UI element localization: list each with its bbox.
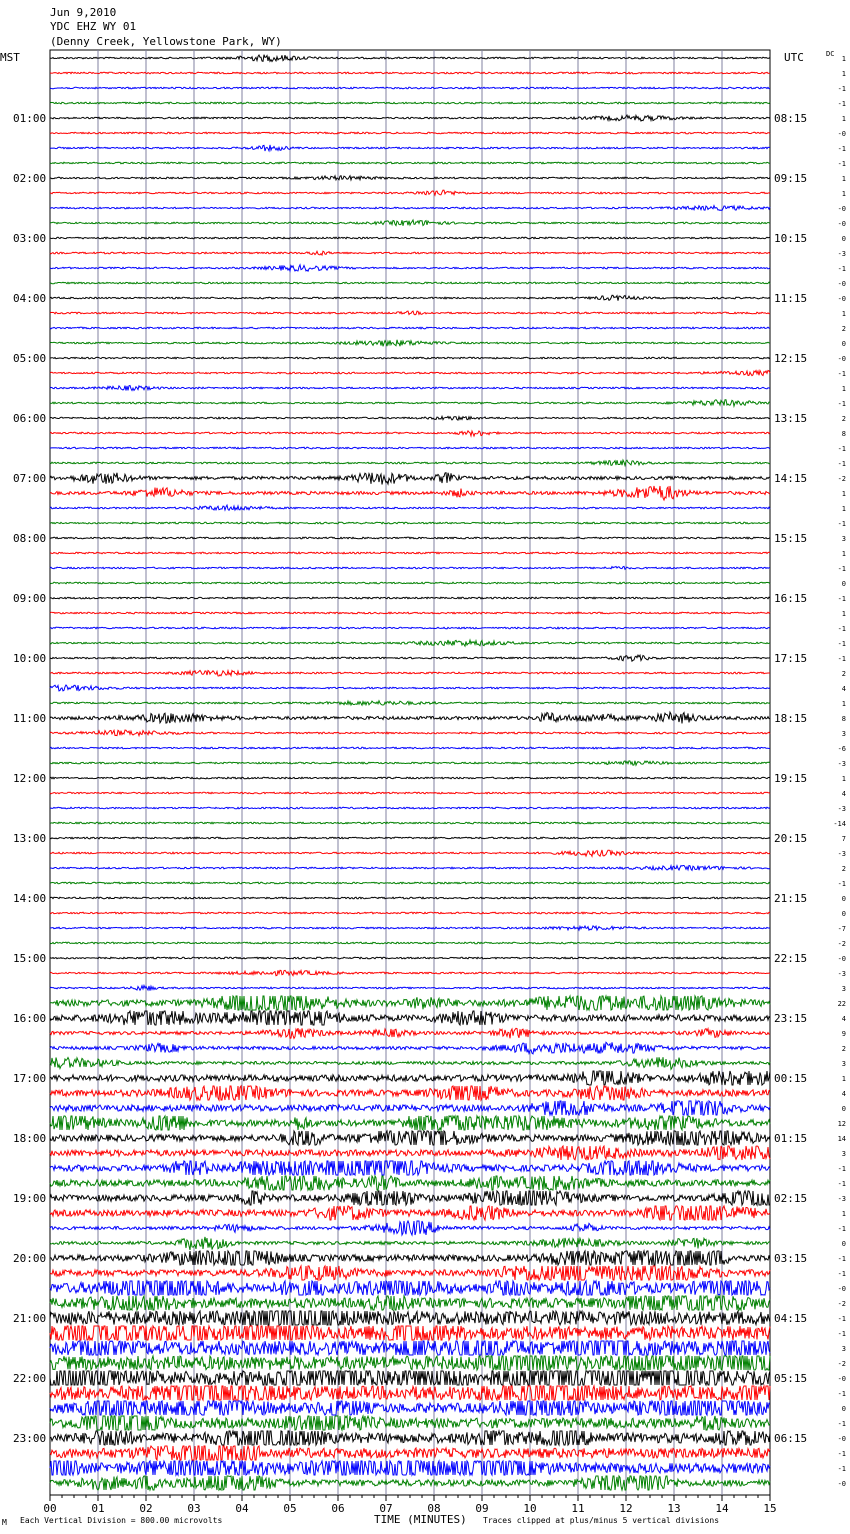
trace-17 [50, 311, 770, 315]
dc-offset: 0 [841, 910, 846, 918]
trace-72 [50, 1131, 770, 1145]
dc-offset: -2 [837, 1300, 846, 1308]
dc-offset: -1 [837, 1270, 846, 1278]
x-tick-label: 11 [571, 1502, 585, 1515]
trace-76 [50, 1191, 770, 1205]
dc-offset: -1 [837, 880, 846, 888]
dc-offset: 3 [841, 985, 846, 993]
trace-52 [50, 837, 770, 839]
trace-50 [50, 807, 770, 809]
dc-offset: -0 [837, 1375, 846, 1383]
utc-hour-label: 11:15 [774, 292, 808, 305]
dc-offset: -0 [837, 295, 846, 303]
header-location: (Denny Creek, Yellowstone Park, WY) [50, 35, 282, 48]
trace-92 [50, 1431, 770, 1445]
trace-95 [50, 1476, 770, 1490]
mst-hour-label: 16:00 [13, 1012, 47, 1025]
dc-offset: 4 [841, 790, 846, 798]
dc-offset: 2 [841, 415, 846, 423]
dc-offset: 9 [841, 1030, 846, 1038]
trace-87 [50, 1356, 770, 1370]
trace-6 [50, 145, 770, 151]
dc-offset: -1 [837, 400, 846, 408]
utc-hour-label: 03:15 [774, 1252, 808, 1265]
utc-hour-label: 10:15 [774, 232, 808, 245]
dc-offset: 12 [837, 1120, 846, 1128]
utc-hour-label: 06:15 [774, 1432, 808, 1445]
trace-13 [50, 251, 770, 255]
trace-27 [50, 460, 770, 465]
mst-hour-label: 05:00 [13, 352, 47, 365]
dc-offset: 0 [841, 580, 846, 588]
dc-offset: 7 [841, 835, 846, 843]
footer-clip-note: Traces clipped at plus/minus 5 vertical divisions [483, 1516, 720, 1525]
trace-78 [50, 1221, 770, 1235]
dc-offset: 1 [841, 490, 846, 498]
dc-offset: 2 [841, 1045, 846, 1053]
trace-49 [50, 792, 770, 794]
dc-offset: -1 [837, 460, 846, 468]
dc-offset: -0 [837, 280, 846, 288]
trace-43 [50, 701, 770, 705]
trace-77 [50, 1206, 770, 1220]
footer-division-note: Each Vertical Division = 800.00 microvolts [20, 1516, 223, 1525]
dc-offset: -1 [837, 640, 846, 648]
mst-hour-label: 23:00 [13, 1432, 47, 1445]
x-tick-label: 15 [763, 1502, 777, 1515]
dc-offset: -3 [837, 1195, 846, 1203]
dc-offset: 3 [841, 1060, 846, 1068]
trace-57 [50, 912, 770, 914]
dc-offset: -1 [837, 145, 846, 153]
dc-offset: -0 [837, 1435, 846, 1443]
dc-offset: -1 [837, 1225, 846, 1233]
dc-offset: -3 [837, 760, 846, 768]
dc-offset: 4 [841, 1090, 846, 1098]
x-tick-label: 10 [523, 1502, 537, 1515]
x-tick-label: 05 [283, 1502, 297, 1515]
dc-offset: -0 [837, 220, 846, 228]
dc-offset: 3 [841, 1150, 846, 1158]
mst-hour-label: 18:00 [13, 1132, 47, 1145]
trace-21 [50, 371, 770, 376]
trace-42 [50, 685, 770, 691]
mst-hour-label: 08:00 [13, 532, 47, 545]
trace-48 [50, 777, 770, 779]
trace-63 [50, 996, 770, 1010]
x-axis-title: TIME (MINUTES) [374, 1513, 467, 1526]
trace-12 [50, 237, 770, 239]
dc-offset: -1 [837, 85, 846, 93]
dc-offset: 1 [841, 1210, 846, 1218]
trace-28 [50, 473, 770, 485]
trace-55 [50, 882, 770, 884]
utc-hour-label: 15:15 [774, 532, 808, 545]
utc-hour-label: 18:15 [774, 712, 808, 725]
trace-9 [50, 190, 770, 195]
trace-8 [50, 176, 770, 180]
trace-67 [50, 1057, 770, 1069]
trace-23 [50, 400, 770, 406]
trace-4 [50, 115, 770, 121]
trace-62 [50, 985, 770, 990]
dc-offset: -0 [837, 130, 846, 138]
trace-54 [50, 866, 770, 871]
header-date: Jun 9,2010 [50, 6, 117, 19]
dc-offset: -1 [837, 1180, 846, 1188]
trace-91 [50, 1416, 770, 1430]
dc-offset: 1 [841, 55, 846, 63]
dc-offset: -2 [837, 940, 846, 948]
x-tick-label: 08 [427, 1502, 441, 1515]
right-timezone-label: UTC [784, 51, 804, 64]
trace-29 [50, 486, 770, 500]
dc-offset: -1 [837, 1315, 846, 1323]
x-tick-label: 02 [139, 1502, 153, 1515]
trace-80 [50, 1251, 770, 1265]
dc-offset: -1 [837, 1450, 846, 1458]
trace-0 [50, 55, 770, 62]
trace-81 [50, 1266, 770, 1280]
dc-offset: 0 [841, 1405, 846, 1413]
dc-offset-column [833, 55, 846, 1488]
utc-hour-label: 16:15 [774, 592, 808, 605]
dc-label: DC [826, 50, 835, 58]
trace-41 [50, 670, 770, 676]
trace-26 [50, 447, 770, 449]
dc-offset: 22 [837, 1000, 846, 1008]
x-tick-label: 14 [715, 1502, 729, 1515]
dc-offset: 1 [841, 175, 846, 183]
trace-82 [50, 1281, 770, 1295]
trace-37 [50, 612, 770, 614]
mst-hour-label: 17:00 [13, 1072, 47, 1085]
utc-hour-label: 08:15 [774, 112, 808, 125]
dc-offset: -7 [837, 925, 846, 933]
trace-34 [50, 566, 770, 569]
x-tick-label: 09 [475, 1502, 489, 1515]
dc-offset: -1 [837, 1420, 846, 1428]
dc-offset: -1 [837, 1465, 846, 1473]
dc-offset: 2 [841, 865, 846, 873]
mst-hour-label: 01:00 [13, 112, 47, 125]
dc-offset: 1 [841, 190, 846, 198]
mst-hour-label: 20:00 [13, 1252, 47, 1265]
trace-68 [50, 1071, 770, 1085]
trace-7 [50, 162, 770, 164]
trace-10 [50, 206, 770, 211]
trace-83 [50, 1296, 770, 1310]
dc-offset: -0 [837, 1480, 846, 1488]
trace-24 [50, 416, 770, 420]
mst-hour-label: 13:00 [13, 832, 47, 845]
dc-offset: 1 [841, 1075, 846, 1083]
mst-hour-label: 02:00 [13, 172, 47, 185]
trace-89 [50, 1386, 770, 1400]
x-tick-label: 13 [667, 1502, 681, 1515]
trace-16 [50, 295, 770, 300]
utc-hour-label: 21:15 [774, 892, 808, 905]
trace-56 [50, 897, 770, 899]
utc-hour-label: 12:15 [774, 352, 808, 365]
mst-hour-label: 03:00 [13, 232, 47, 245]
trace-32 [50, 537, 770, 539]
dc-offset: -1 [837, 1330, 846, 1338]
trace-73 [50, 1146, 770, 1160]
trace-15 [50, 282, 770, 284]
mst-hour-label: 09:00 [13, 592, 47, 605]
dc-offset: -0 [837, 355, 846, 363]
dc-offset: 2 [841, 670, 846, 678]
dc-offset: -3 [837, 805, 846, 813]
dc-offset: -0 [837, 1285, 846, 1293]
trace-18 [50, 327, 770, 329]
trace-79 [50, 1237, 770, 1250]
dc-offset: 1 [841, 775, 846, 783]
dc-offset: 0 [841, 1105, 846, 1113]
trace-94 [50, 1461, 770, 1475]
time-axis [43, 1495, 776, 1515]
utc-hour-label: 23:15 [774, 1012, 808, 1025]
trace-38 [50, 627, 770, 629]
utc-hour-label: 14:15 [774, 472, 808, 485]
left-timezone-label: MST [0, 51, 20, 64]
trace-61 [50, 970, 770, 975]
trace-44 [50, 712, 770, 723]
utc-hour-label: 05:15 [774, 1372, 808, 1385]
dc-offset: 0 [841, 895, 846, 903]
dc-offset: 4 [841, 1015, 846, 1023]
mst-hour-label: 21:00 [13, 1312, 47, 1325]
dc-offset: -2 [837, 475, 846, 483]
trace-47 [50, 761, 770, 765]
utc-hour-label: 17:15 [774, 652, 808, 665]
dc-offset: -1 [837, 445, 846, 453]
trace-36 [50, 597, 770, 599]
dc-offset: -1 [837, 160, 846, 168]
trace-40 [50, 655, 770, 661]
dc-offset: -1 [837, 1390, 846, 1398]
mst-hour-labels [13, 112, 46, 1445]
trace-1 [50, 72, 770, 74]
x-tick-label: 03 [187, 1502, 201, 1515]
mst-hour-label: 11:00 [13, 712, 47, 725]
trace-65 [50, 1028, 770, 1038]
trace-11 [50, 220, 770, 226]
mst-hour-label: 19:00 [13, 1192, 47, 1205]
dc-offset: -0 [837, 205, 846, 213]
mst-hour-label: 06:00 [13, 412, 47, 425]
trace-70 [50, 1101, 770, 1115]
trace-45 [50, 730, 770, 736]
dc-offset: -1 [837, 565, 846, 573]
utc-hour-label: 00:15 [774, 1072, 808, 1085]
dc-offset: -1 [837, 1165, 846, 1173]
dc-offset: 1 [841, 610, 846, 618]
minute-gridlines [98, 50, 722, 1495]
trace-5 [50, 132, 770, 134]
trace-31 [50, 522, 770, 524]
utc-hour-label: 13:15 [774, 412, 808, 425]
utc-hour-label: 02:15 [774, 1192, 808, 1205]
dc-offset: 0 [841, 1240, 846, 1248]
dc-offset: -1 [837, 595, 846, 603]
dc-offset: -1 [837, 625, 846, 633]
dc-offset: 1 [841, 550, 846, 558]
header-station: YDC EHZ WY 01 [50, 20, 137, 33]
dc-offset: 0 [841, 340, 846, 348]
dc-offset: -3 [837, 970, 846, 978]
utc-hour-label: 04:15 [774, 1312, 808, 1325]
trace-25 [50, 431, 770, 436]
trace-66 [50, 1042, 770, 1054]
trace-84 [50, 1311, 770, 1325]
trace-93 [50, 1446, 770, 1460]
dc-offset: 4 [841, 685, 846, 693]
trace-71 [50, 1116, 770, 1130]
trace-46 [50, 747, 770, 749]
x-tick-label: 00 [43, 1502, 57, 1515]
trace-58 [50, 926, 770, 930]
trace-35 [50, 582, 770, 584]
dc-offset: 0 [841, 235, 846, 243]
trace-30 [50, 505, 770, 510]
dc-offset: -1 [837, 1255, 846, 1263]
trace-20 [50, 357, 770, 359]
trace-22 [50, 386, 770, 391]
mst-hour-label: 22:00 [13, 1372, 47, 1385]
trace-2 [50, 87, 770, 89]
dc-offset: 3 [841, 535, 846, 543]
dc-offset: 2 [841, 325, 846, 333]
dc-offset: -3 [837, 250, 846, 258]
trace-59 [50, 942, 770, 944]
dc-offset: -14 [833, 820, 846, 828]
trace-74 [50, 1161, 770, 1175]
dc-offset: -1 [837, 265, 846, 273]
dc-offset: -6 [837, 745, 846, 753]
dc-offset: 1 [841, 310, 846, 318]
trace-39 [50, 640, 770, 646]
dc-offset: 3 [841, 1345, 846, 1353]
trace-14 [50, 265, 770, 271]
trace-64 [50, 1011, 770, 1025]
trace-86 [50, 1341, 770, 1355]
mst-hour-label: 15:00 [13, 952, 47, 965]
dc-offset: 8 [841, 715, 846, 723]
dc-offset: 8 [841, 430, 846, 438]
dc-offset: -0 [837, 955, 846, 963]
dc-offset: -3 [837, 850, 846, 858]
trace-60 [50, 957, 770, 959]
seismic-traces [50, 55, 770, 1490]
dc-offset: 1 [841, 70, 846, 78]
trace-33 [50, 552, 770, 554]
dc-offset: 1 [841, 505, 846, 513]
dc-offset: 3 [841, 730, 846, 738]
dc-offset: -1 [837, 100, 846, 108]
utc-hour-label: 09:15 [774, 172, 808, 185]
trace-19 [50, 340, 770, 347]
dc-offset: 14 [837, 1135, 846, 1143]
trace-75 [50, 1176, 770, 1190]
x-tick-label: 07 [379, 1502, 393, 1515]
trace-53 [50, 850, 770, 856]
dc-offset: -2 [837, 1360, 846, 1368]
dc-offset: -1 [837, 520, 846, 528]
mst-hour-label: 10:00 [13, 652, 47, 665]
trace-69 [50, 1086, 770, 1100]
utc-hour-label: 22:15 [774, 952, 808, 965]
utc-hour-label: 20:15 [774, 832, 808, 845]
trace-90 [50, 1401, 770, 1415]
trace-3 [50, 102, 770, 104]
trace-88 [50, 1371, 770, 1385]
dc-offset: 1 [841, 700, 846, 708]
x-tick-label: 04 [235, 1502, 249, 1515]
x-tick-label: 01 [91, 1502, 105, 1515]
dc-offset: -1 [837, 370, 846, 378]
utc-hour-label: 01:15 [774, 1132, 808, 1145]
trace-85 [50, 1326, 770, 1340]
footer-corner-mark: M [2, 1518, 7, 1527]
x-tick-label: 12 [619, 1502, 633, 1515]
dc-offset: 1 [841, 115, 846, 123]
dc-offset: 1 [841, 385, 846, 393]
dc-offset: -1 [837, 655, 846, 663]
utc-hour-label: 19:15 [774, 772, 808, 785]
mst-hour-label: 07:00 [13, 472, 47, 485]
utc-hour-labels [774, 112, 807, 1445]
mst-hour-label: 14:00 [13, 892, 47, 905]
mst-hour-label: 12:00 [13, 772, 47, 785]
x-tick-label: 06 [331, 1502, 345, 1515]
mst-hour-label: 04:00 [13, 292, 47, 305]
trace-51 [50, 822, 770, 824]
